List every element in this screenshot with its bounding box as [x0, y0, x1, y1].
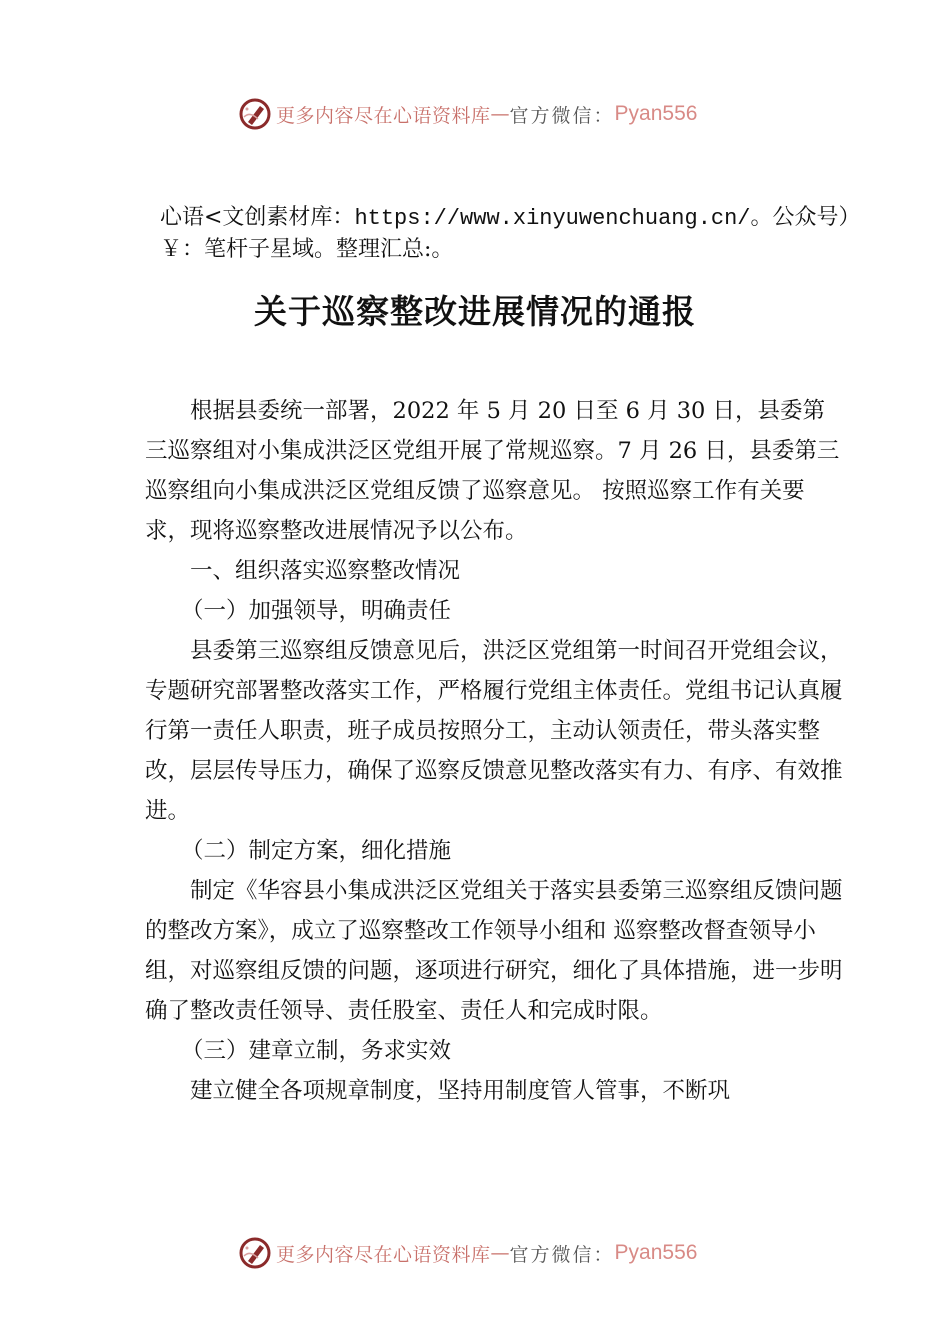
heading-section-1: 一、组织落实巡察整改情况 [190, 558, 461, 584]
heading-subsection-2: （二）制定方案，细化措施 [181, 838, 452, 864]
paragraph-intro: 根据县委统一部署，2022 年 5 月 20 日至 6 月 30 日，县委第三巡察组对小集成洪泛区党组开展了常规巡察。7 月 26 日，县委第三巡察组向小集成洪泛区党组反馈了巡察意见。 按照巡察工作有关要求，现将巡察整改进展情况予以公布。 [145, 398, 840, 544]
banner-text: 更多内容尽在心语资料库 [276, 104, 491, 127]
source-suffix: 。公众号）￥：笔杆子星域。整理汇总:。 [160, 205, 850, 262]
source-url[interactable]: https://www.xinyuwenchuang.cn/ [354, 206, 751, 231]
footer-banner [238, 1236, 718, 1270]
source-prefix: 心语<文创素材库： [160, 205, 355, 230]
heading-subsection-3: （三）建章立制，务求实效 [181, 1038, 452, 1064]
document-title: 关于巡察整改进展情况的通报 [254, 292, 696, 331]
banner-text: 更多内容尽在心语资料库 [276, 1243, 491, 1266]
document-body [145, 391, 845, 1111]
banner-wechat-id: Pyan556 [614, 102, 698, 125]
banner-dash: — [490, 103, 510, 125]
banner-wechat-label: 官方微信： [509, 1243, 615, 1266]
source-line [160, 202, 850, 265]
paragraph-rules: 建立健全各项规章制度，坚持用制度管人管事，不断巩 [190, 1078, 731, 1104]
header-banner [238, 97, 718, 131]
paragraph-plan: 制定《华容县小集成洪泛区党组关于落实县委第三巡察组反馈问题的整改方案》，成立了巡察整改工作领导小组和 巡察整改督查领导小组，对巡察组反馈的问题，逐项进行研究，细化了具体措施，进一步明确了整改责任领导、责任股室、责任人和完成时限。 [145, 878, 843, 1024]
banner-dash: — [490, 1242, 510, 1264]
banner-wechat-id: Pyan556 [614, 1241, 698, 1264]
pen-logo-icon [238, 97, 272, 131]
pen-logo-icon [238, 1236, 272, 1270]
heading-subsection-1: （一）加强领导，明确责任 [181, 598, 452, 624]
banner-wechat-label: 官方微信： [509, 104, 615, 127]
paragraph-leadership: 县委第三巡察组反馈意见后，洪泛区党组第一时间召开党组会议，专题研究部署整改落实工作，严格履行党组主体责任。党组书记认真履行第一责任人职责，班子成员按照分工，主动认领责任，带头落实整改，层层传导压力，确保了巡察反馈意见整改落实有力、有序、有效推进。 [145, 638, 843, 824]
